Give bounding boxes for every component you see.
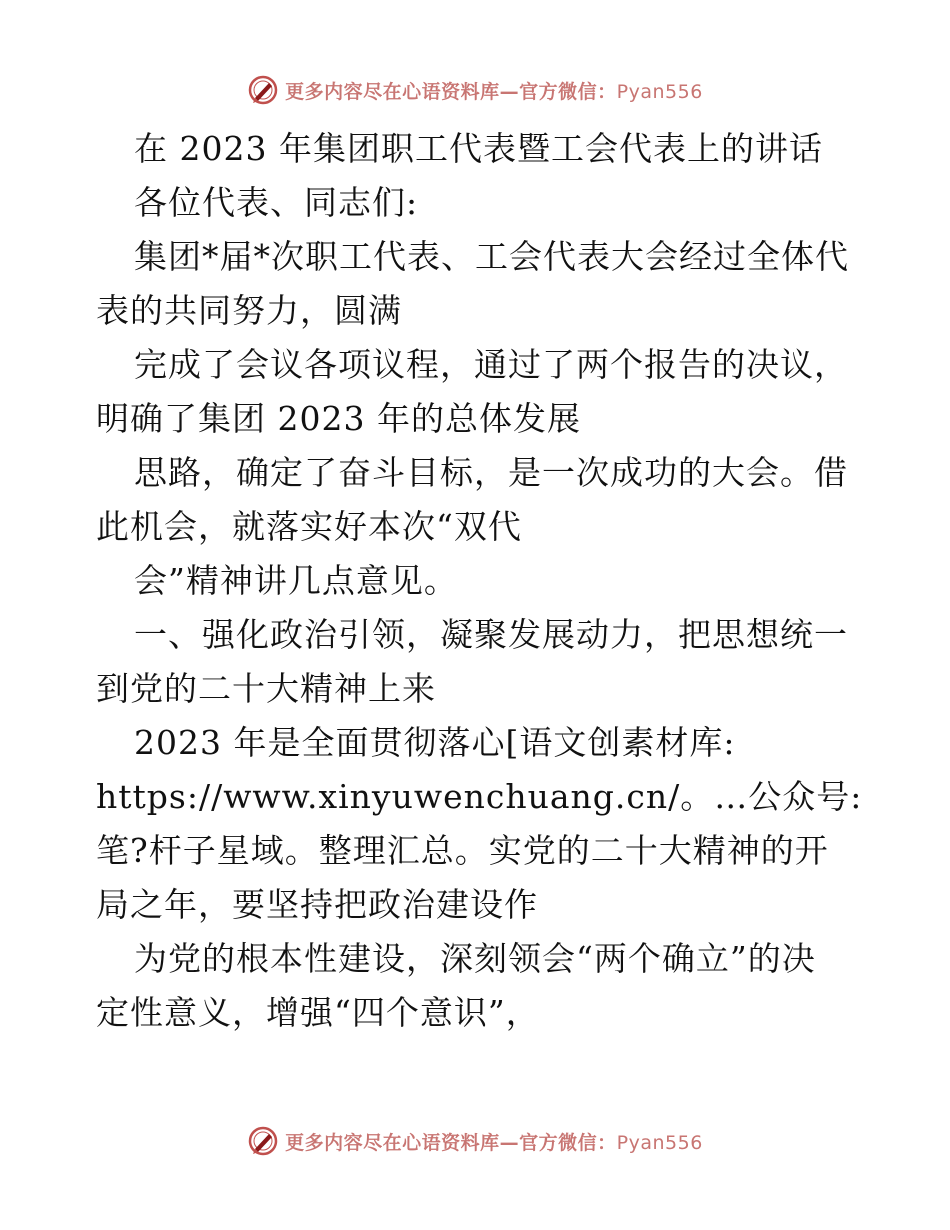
header-watermark	[0, 70, 950, 110]
wechat-id: Pyan556	[616, 80, 703, 103]
text-line: 集团*届*次职工代表、工会代表大会经过全体代	[134, 237, 849, 276]
text-line: 会”精神讲几点意见。	[134, 561, 458, 600]
text-line: 在 2023 年集团职工代表暨工会代表上的讲话	[134, 129, 823, 168]
text-line: https://www.xinyuwenchuang.cn/。…公众号:	[96, 777, 863, 816]
text-line: 为党的根本性建设，深刻领会“两个确立”的决	[134, 939, 816, 978]
text-line: 此机会，就落实好本次“双代	[96, 507, 522, 546]
text-line: 到党的二十大精神上来	[96, 669, 436, 708]
watermark-text: 更多内容尽在心语资料库—官方微信：Pyan556	[285, 1131, 703, 1154]
text-line: 明确了集团 2023 年的总体发展	[96, 399, 581, 438]
text-line: 表的共同努力，圆满	[96, 291, 402, 330]
watermark-text: 更多内容尽在心语资料库—官方微信：Pyan556	[285, 80, 703, 103]
pen-seal-logo-icon	[247, 1125, 279, 1157]
text-line: 完成了会议各项议程，通过了两个报告的决议，	[134, 345, 848, 384]
text-line: 局之年，要坚持把政治建设作	[96, 885, 538, 924]
text-line: 定性意义，增强“四个意识”，	[96, 993, 540, 1032]
text-line: 各位代表、同志们:	[134, 183, 419, 222]
document-body	[96, 122, 863, 1040]
pen-seal-logo-icon	[247, 74, 279, 106]
text-line: 思路，确定了奋斗目标，是一次成功的大会。借	[134, 453, 848, 492]
footer-watermark	[0, 1121, 950, 1161]
wechat-id: Pyan556	[616, 1131, 703, 1154]
text-line: 2023 年是全面贯彻落心[语文创素材库:	[134, 723, 736, 762]
text-line: 一、强化政治引领，凝聚发展动力，把思想统一	[134, 615, 848, 654]
text-line: 笔?杆子星域。整理汇总。实党的二十大精神的开	[96, 831, 829, 870]
